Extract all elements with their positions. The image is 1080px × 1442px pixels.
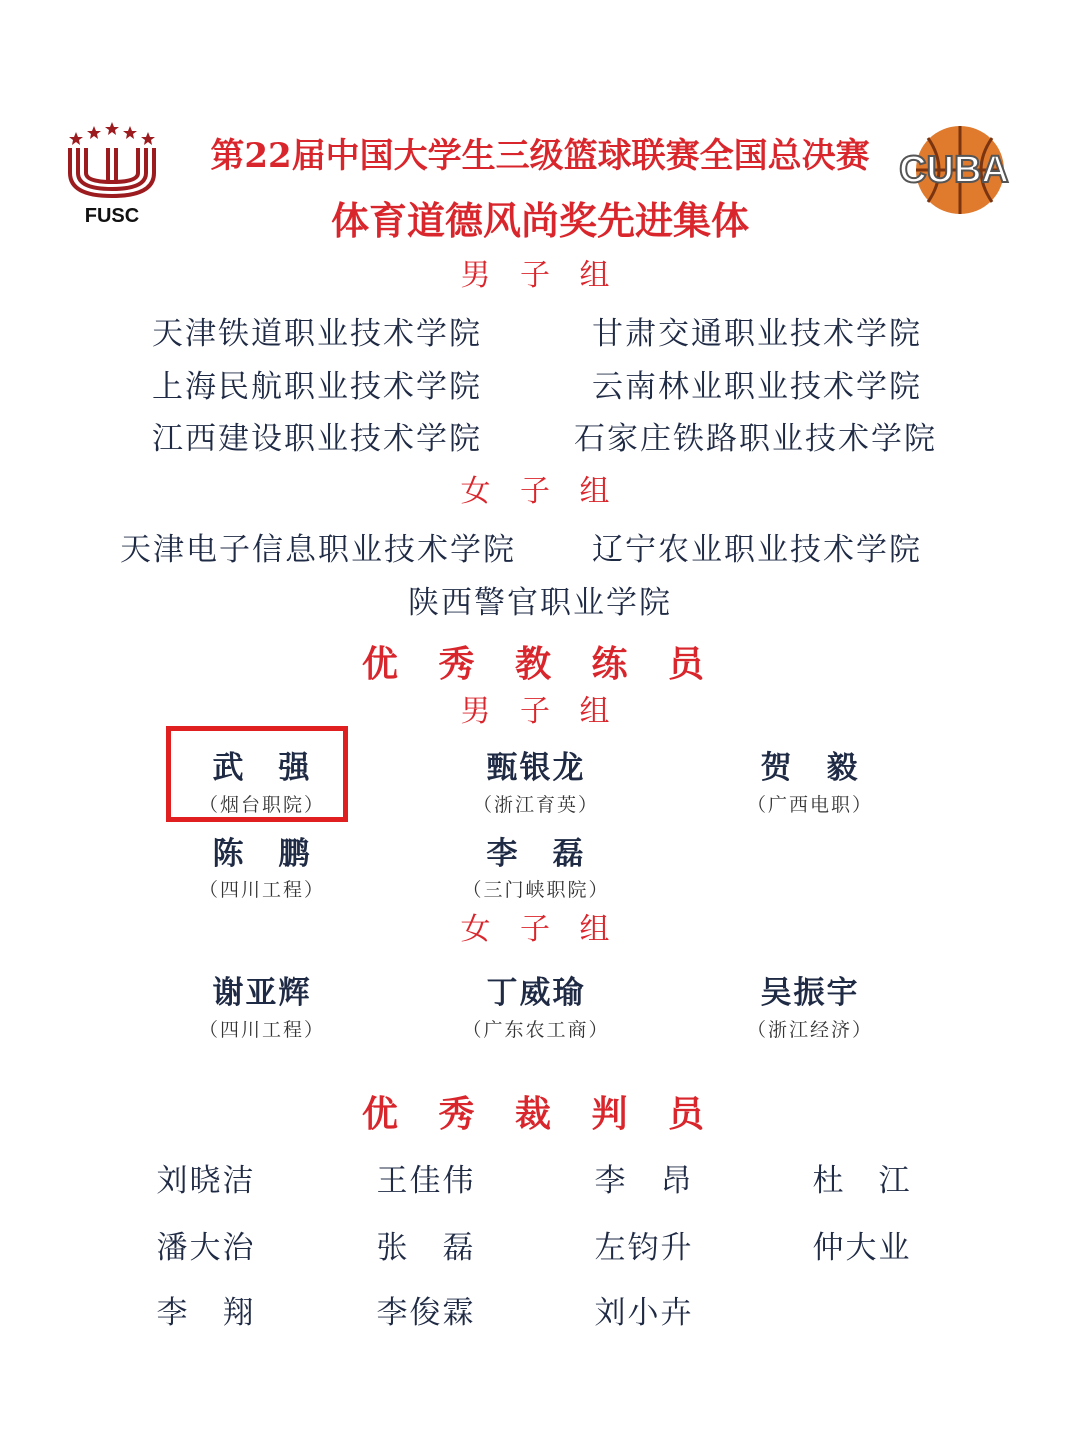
referee-name: 刘晓洁 xyxy=(156,1163,256,1199)
referee-name: 潘大治 xyxy=(156,1230,256,1266)
coach-affiliation: （广东农工商） xyxy=(462,1019,610,1041)
referee-name: 仲大业 xyxy=(812,1230,912,1266)
coaches-section-title: 优 秀 教 练 员 xyxy=(361,643,719,685)
coach-affiliation: （广西电职） xyxy=(746,794,873,816)
referee-name: 李 翔 xyxy=(156,1295,256,1331)
coaches-men-label: 男 子 组 xyxy=(460,694,620,729)
coach-name: 武 强 xyxy=(212,750,312,786)
coach-name: 李 磊 xyxy=(486,836,586,872)
referee-name: 张 磊 xyxy=(376,1230,476,1266)
coach-affiliation: （烟台职院） xyxy=(198,794,325,816)
school-item: 云南林业职业技术学院 xyxy=(592,369,922,405)
school-item: 江西建设职业技术学院 xyxy=(152,421,482,457)
referee-name: 杜 江 xyxy=(812,1163,912,1199)
school-item: 上海民航职业技术学院 xyxy=(152,369,482,405)
coaches-women-label: 女 子 组 xyxy=(460,912,620,947)
coach-name: 谢亚辉 xyxy=(212,975,312,1011)
school-item: 陕西警官职业学院 xyxy=(408,585,672,621)
coach-affiliation: （四川工程） xyxy=(198,1019,325,1041)
page-subtitle: 体育道德风尚奖先进集体 xyxy=(330,198,749,243)
coach-name: 吴振宇 xyxy=(760,975,860,1011)
referee-name: 王佳伟 xyxy=(376,1163,476,1199)
coach-affiliation: （四川工程） xyxy=(198,879,325,901)
coach-name: 陈 鹏 xyxy=(212,836,312,872)
school-item: 天津铁道职业技术学院 xyxy=(152,316,482,352)
women-group-label: 女 子 组 xyxy=(460,474,620,509)
school-item: 辽宁农业职业技术学院 xyxy=(592,532,922,568)
referee-name: 李 昂 xyxy=(594,1163,694,1199)
school-item: 天津电子信息职业技术学院 xyxy=(120,532,516,568)
coach-affiliation: （浙江育英） xyxy=(472,794,599,816)
coach-affiliation: （浙江经济） xyxy=(746,1019,873,1041)
referee-name: 李俊霖 xyxy=(376,1295,476,1331)
fusc-logo-text: FUSC xyxy=(84,205,140,227)
cuba-logo-text: CUBA xyxy=(899,149,1009,191)
school-item: 甘肃交通职业技术学院 xyxy=(592,316,922,352)
page-title: 第22届中国大学生三级篮球联赛全国总决赛 xyxy=(210,136,870,176)
coach-name: 丁威瑜 xyxy=(486,975,586,1011)
referees-section-title: 优 秀 裁 判 员 xyxy=(361,1093,719,1135)
coach-name: 贺 毅 xyxy=(760,750,860,786)
school-item: 石家庄铁路职业技术学院 xyxy=(574,421,937,457)
referee-name: 左钧升 xyxy=(594,1230,694,1266)
coach-name: 甄银龙 xyxy=(486,750,586,786)
coach-affiliation: （三门峡职院） xyxy=(462,879,610,901)
referee-name: 刘小卉 xyxy=(594,1295,694,1331)
men-group-label: 男 子 组 xyxy=(460,258,620,293)
